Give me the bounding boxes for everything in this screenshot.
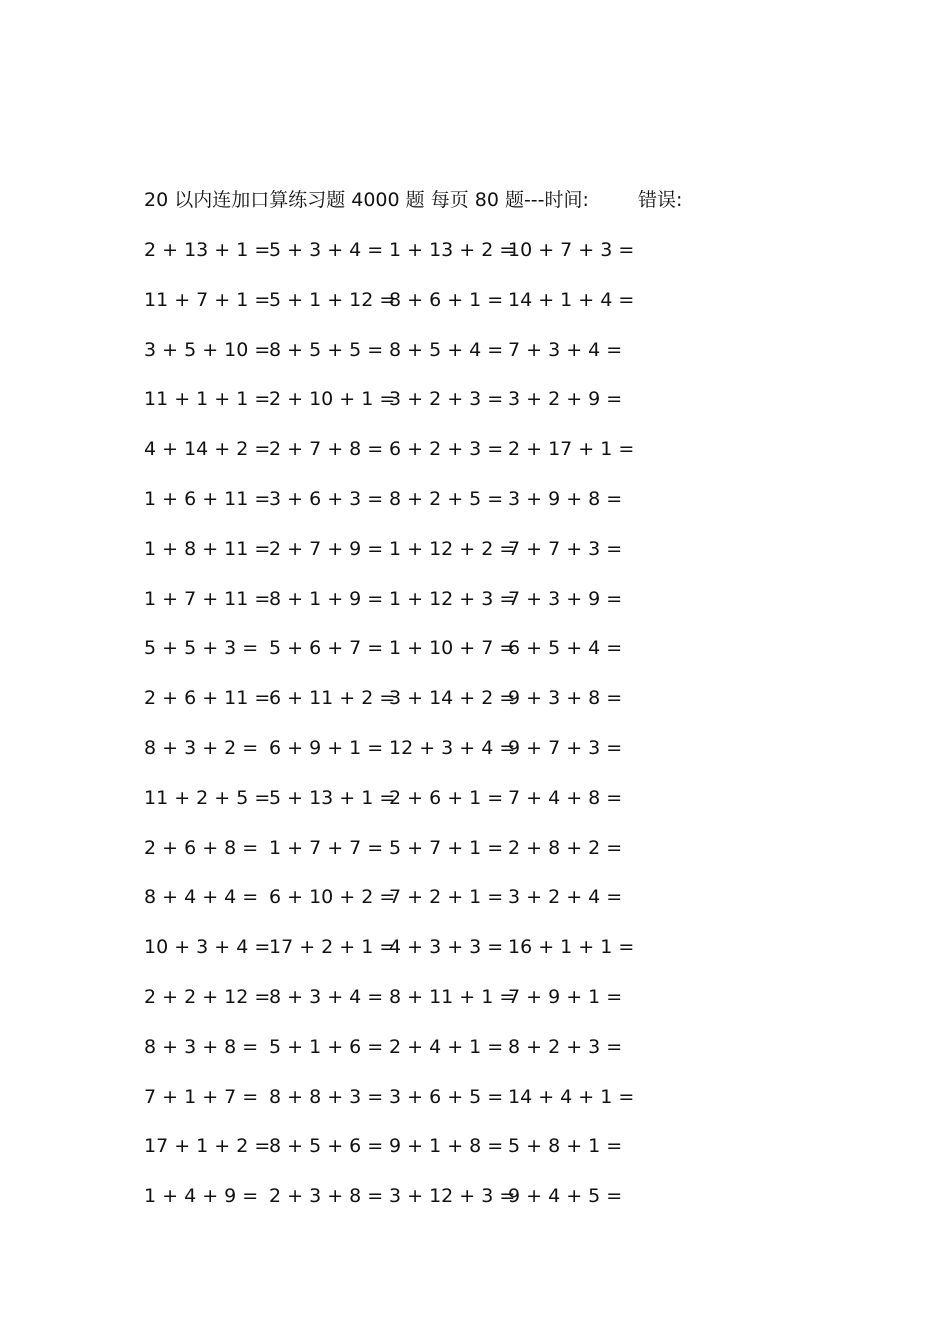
addition-problem: 2 + 6 + 11 = xyxy=(144,687,271,710)
addition-problem: 9 + 3 + 8 = xyxy=(508,687,623,710)
addition-problem: 7 + 3 + 4 = xyxy=(508,338,623,361)
addition-problem: 11 + 1 + 1 = xyxy=(144,388,271,411)
addition-problem: 2 + 4 + 1 = xyxy=(389,1035,504,1058)
problem-row xyxy=(144,435,664,485)
addition-problem: 5 + 7 + 1 = xyxy=(389,836,504,859)
addition-problem: 10 + 7 + 3 = xyxy=(508,239,635,261)
problem-row xyxy=(144,236,664,286)
addition-problem: 6 + 2 + 3 = xyxy=(389,438,504,461)
problem-row xyxy=(144,286,664,336)
addition-problem: 1 + 6 + 11 = xyxy=(144,487,271,510)
addition-problem: 16 + 1 + 1 = xyxy=(508,936,635,959)
addition-problem: 1 + 4 + 9 = xyxy=(144,1185,259,1208)
addition-problem: 2 + 2 + 12 = xyxy=(144,985,271,1008)
addition-problem: 3 + 14 + 2 = xyxy=(389,687,516,710)
problem-row xyxy=(144,1083,664,1133)
addition-problem: 8 + 5 + 4 = xyxy=(389,338,504,361)
addition-problem: 5 + 1 + 6 = xyxy=(269,1035,384,1058)
addition-problem: 7 + 2 + 1 = xyxy=(389,886,504,909)
errors-label: 错误: xyxy=(638,189,683,211)
problem-row xyxy=(144,883,664,933)
addition-problem: 6 + 9 + 1 = xyxy=(269,736,384,759)
problem-row xyxy=(144,684,664,734)
addition-problem: 9 + 1 + 8 = xyxy=(389,1135,504,1158)
addition-problem: 17 + 1 + 2 = xyxy=(144,1135,271,1158)
addition-problem: 8 + 5 + 5 = xyxy=(269,338,384,361)
problem-row xyxy=(144,585,664,635)
addition-problem: 7 + 4 + 8 = xyxy=(508,786,623,809)
addition-problem: 6 + 10 + 2 = xyxy=(269,886,396,909)
addition-problem: 5 + 3 + 4 = xyxy=(269,239,384,261)
addition-problem: 9 + 7 + 3 = xyxy=(508,736,623,759)
addition-problem: 2 + 6 + 1 = xyxy=(389,786,504,809)
problem-row xyxy=(144,834,664,884)
addition-problem: 17 + 2 + 1 = xyxy=(269,936,396,959)
addition-problem: 14 + 4 + 1 = xyxy=(508,1085,635,1108)
addition-problem: 8 + 2 + 5 = xyxy=(389,487,504,510)
addition-problem: 2 + 6 + 8 = xyxy=(144,836,259,859)
worksheet-header xyxy=(144,186,844,214)
problem-row xyxy=(144,734,664,784)
problem-row xyxy=(144,336,664,386)
addition-problem: 8 + 8 + 3 = xyxy=(269,1085,384,1108)
addition-problem: 1 + 7 + 11 = xyxy=(144,587,271,610)
addition-problem: 8 + 6 + 1 = xyxy=(389,288,504,311)
addition-problem: 6 + 11 + 2 = xyxy=(269,687,396,710)
addition-problem: 2 + 8 + 2 = xyxy=(508,836,623,859)
addition-problem: 8 + 2 + 3 = xyxy=(508,1035,623,1058)
addition-problem: 3 + 5 + 10 = xyxy=(144,338,271,361)
problem-row xyxy=(144,485,664,535)
addition-problem: 9 + 4 + 5 = xyxy=(508,1185,623,1208)
addition-problem: 3 + 6 + 5 = xyxy=(389,1085,504,1108)
addition-problem: 14 + 1 + 4 = xyxy=(508,288,635,311)
addition-problem: 4 + 3 + 3 = xyxy=(389,936,504,959)
addition-problem: 6 + 5 + 4 = xyxy=(508,637,623,660)
addition-problem: 3 + 2 + 4 = xyxy=(508,886,623,909)
addition-problem: 1 + 12 + 2 = xyxy=(389,537,516,560)
addition-problem: 1 + 10 + 7 = xyxy=(389,637,516,660)
addition-problem: 2 + 10 + 1 = xyxy=(269,388,396,411)
worksheet-title: 20 以内连加口算练习题 4000 题 每页 80 题---时间: xyxy=(144,189,589,211)
problem-row xyxy=(144,634,664,684)
addition-problem: 1 + 13 + 2 = xyxy=(389,239,516,261)
addition-problem: 10 + 3 + 4 = xyxy=(144,936,271,959)
addition-problem: 7 + 7 + 3 = xyxy=(508,537,623,560)
addition-problem: 4 + 14 + 2 = xyxy=(144,438,271,461)
addition-problem: 8 + 3 + 4 = xyxy=(269,985,384,1008)
problem-row xyxy=(144,983,664,1033)
addition-problem: 5 + 6 + 7 = xyxy=(269,637,384,660)
addition-problem: 3 + 2 + 9 = xyxy=(508,388,623,411)
addition-problem: 8 + 1 + 9 = xyxy=(269,587,384,610)
problem-row xyxy=(144,784,664,834)
problem-row xyxy=(144,1132,664,1182)
addition-problem: 2 + 7 + 8 = xyxy=(269,438,384,461)
addition-problem: 7 + 9 + 1 = xyxy=(508,985,623,1008)
addition-problem: 1 + 8 + 11 = xyxy=(144,537,271,560)
addition-problem: 11 + 7 + 1 = xyxy=(144,288,271,311)
addition-problem: 5 + 1 + 12 = xyxy=(269,288,396,311)
problem-row xyxy=(144,1182,664,1232)
addition-problem: 1 + 7 + 7 = xyxy=(269,836,384,859)
addition-problem: 5 + 13 + 1 = xyxy=(269,786,396,809)
addition-problem: 8 + 5 + 6 = xyxy=(269,1135,384,1158)
addition-problem: 8 + 4 + 4 = xyxy=(144,886,259,909)
addition-problem: 5 + 5 + 3 = xyxy=(144,637,259,660)
addition-problem: 11 + 2 + 5 = xyxy=(144,786,271,809)
addition-problem: 3 + 12 + 3 = xyxy=(389,1185,516,1208)
addition-problem: 2 + 13 + 1 = xyxy=(144,239,271,261)
addition-problem: 1 + 12 + 3 = xyxy=(389,587,516,610)
addition-problem: 7 + 3 + 9 = xyxy=(508,587,623,610)
addition-problem: 7 + 1 + 7 = xyxy=(144,1085,259,1108)
addition-problem: 2 + 17 + 1 = xyxy=(508,438,635,461)
addition-problem: 3 + 9 + 8 = xyxy=(508,487,623,510)
problem-row xyxy=(144,535,664,585)
addition-problem: 5 + 8 + 1 = xyxy=(508,1135,623,1158)
addition-problem: 3 + 6 + 3 = xyxy=(269,487,384,510)
problem-row xyxy=(144,933,664,983)
problem-row xyxy=(144,1033,664,1083)
problem-row xyxy=(144,385,664,435)
addition-problem: 2 + 7 + 9 = xyxy=(269,537,384,560)
addition-problem: 8 + 3 + 2 = xyxy=(144,736,259,759)
addition-problem: 12 + 3 + 4 = xyxy=(389,736,516,759)
addition-problem: 2 + 3 + 8 = xyxy=(269,1185,384,1208)
addition-problem: 8 + 11 + 1 = xyxy=(389,985,516,1008)
addition-problem: 3 + 2 + 3 = xyxy=(389,388,504,411)
addition-problem: 8 + 3 + 8 = xyxy=(144,1035,259,1058)
problem-grid xyxy=(144,236,664,1232)
